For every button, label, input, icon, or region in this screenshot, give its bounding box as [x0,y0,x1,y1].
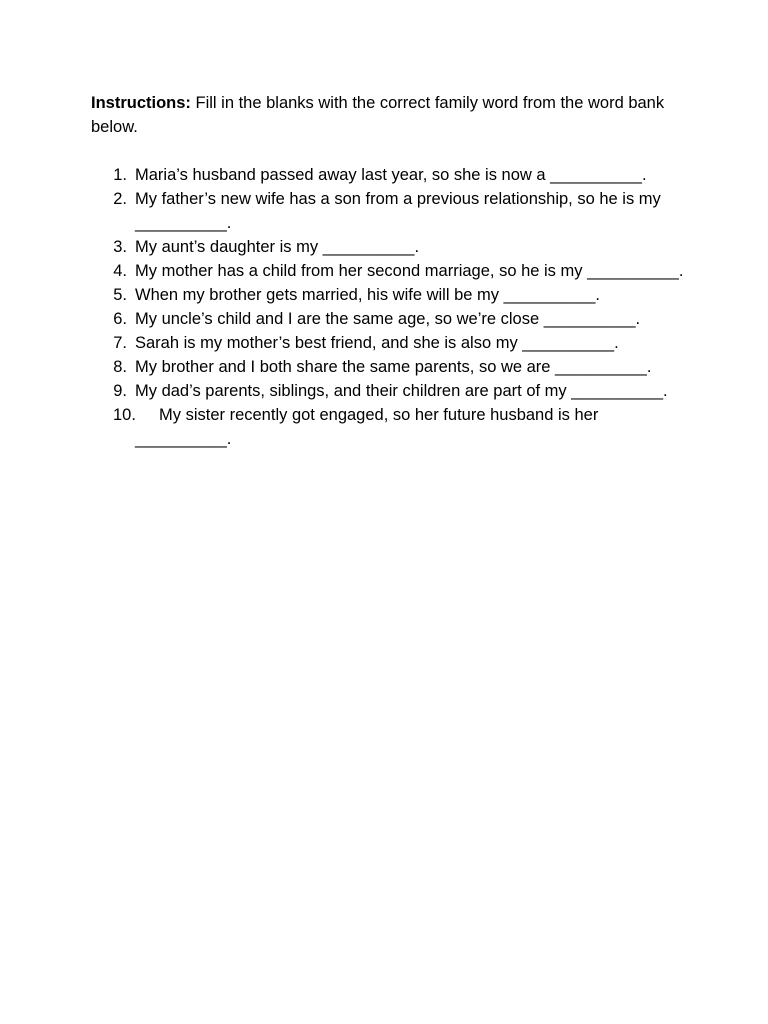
question-text: My father’s new wife has a son from a previous relationship, so he is my __________. [135,190,661,232]
question-number: 4. [113,262,127,280]
question-text: My aunt’s daughter is my __________. [135,238,420,256]
question-item [91,187,691,235]
question-number: 7. [113,334,127,352]
question-number: 8. [113,358,127,376]
question-item [91,235,691,259]
question-item [91,259,691,283]
question-item [91,307,691,331]
question-text: My uncle’s child and I are the same age, so we’re close __________. [135,310,641,328]
question-number: 3. [113,238,127,256]
question-text: My dad’s parents, siblings, and their children are part of my __________. [135,382,668,400]
question-item [91,283,691,307]
question-item [91,355,691,379]
question-number: 1. [113,166,127,184]
question-text: When my brother gets married, his wife will be my __________. [135,286,600,304]
question-number: 6. [113,310,127,328]
question-item [91,163,691,187]
instructions-label: Instructions: [91,94,191,112]
question-number: 2. [113,190,127,208]
question-item [91,379,691,403]
question-text: My brother and I both share the same parents, so we are __________. [135,358,652,376]
question-list [91,163,691,451]
question-item [91,403,691,451]
instructions-paragraph [91,91,691,139]
question-number: 9. [113,382,127,400]
question-text: Sarah is my mother’s best friend, and she is also my __________. [135,334,619,352]
question-text: My mother has a child from her second marriage, so he is my __________. [135,262,684,280]
question-text: Maria’s husband passed away last year, so she is now a __________. [135,166,647,184]
question-number: 5. [113,286,127,304]
question-text: My sister recently got engaged, so her future husband is her __________. [135,406,599,448]
instructions-text: Fill in the blanks with the correct family word from the word bank below. [91,94,665,136]
question-number: 10. [113,406,136,424]
question-item [91,331,691,355]
worksheet-page [91,91,691,451]
